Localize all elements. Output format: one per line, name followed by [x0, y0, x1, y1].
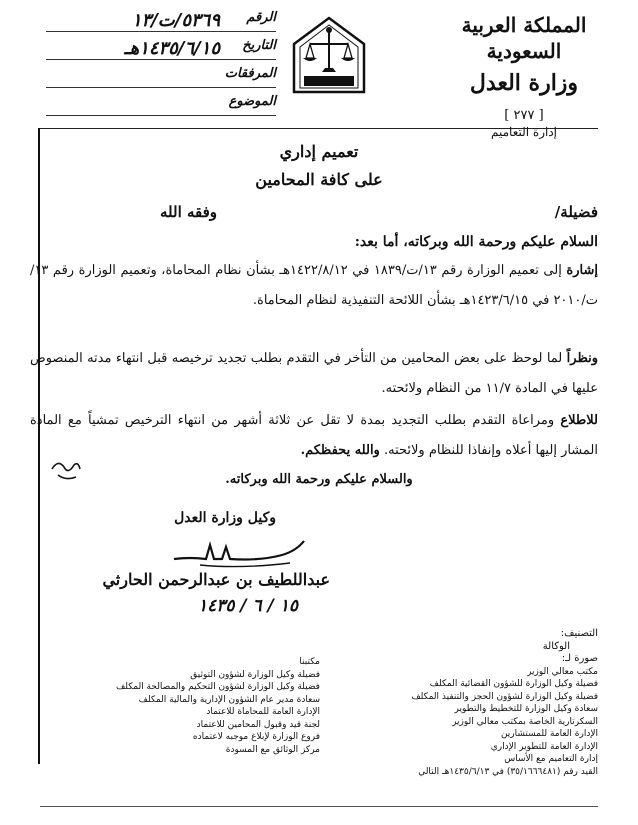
handwritten-date: ١٥ / ٦ / ١٤٣٥ — [197, 596, 298, 616]
list-item: سعادة مدير عام الشؤون الإدارية والمالية المكلف — [138, 694, 320, 705]
list-item: فضيلة وكيل الوزارة لشؤون التحكيم والمصالحة المكلف — [115, 682, 320, 692]
list-item: فضيلة وكيل الوزارة لشؤون التوثيق — [190, 669, 320, 680]
paragraph-text: إلى تعميم الوزارة رقم ١٣/ت/١٨٣٩ في ١٤٢٢/٨/١٢هـ بشأن نظام المحاماة، وتعميم الوزارة رقم ١٣/ت/٢٠١٠ في ١٤٢٣/٦/١٥هـ بشأن اللائحة التنفيذية لنظام المحاماة. — [30, 263, 598, 308]
ministry-emblem-icon — [288, 14, 370, 94]
subject-label: الموضوع — [228, 94, 276, 109]
subject-row — [46, 94, 276, 116]
kingdom-name: المملكة العربية السعودية — [461, 13, 587, 63]
attachments-label: المرفقات — [224, 66, 276, 81]
reference-fields — [46, 6, 276, 116]
date-label: التاريخ — [242, 38, 276, 53]
letterhead — [424, 12, 624, 139]
blessing: وفقه الله — [160, 203, 218, 221]
list-item: فروع الوزارة لإبلاغ موجبه لاعتماده — [192, 732, 320, 742]
list-item: مركز الوثائق مع المسودة — [225, 744, 320, 755]
list-item: الإدارة العامة للمحاماة للاعتماد — [206, 707, 320, 717]
paragraph-reference — [30, 256, 598, 316]
number-value: ٥٣٦٩/ت/١٣ — [131, 10, 220, 31]
attachments-row — [46, 66, 276, 88]
list-item: القيد رقم (٣٥/١٦٦٦٤٨١) في ١٤٣٥/٦/١٣هـ التالي — [418, 766, 598, 777]
number-label: الرقم — [246, 10, 276, 25]
classification-value: الوكالة — [542, 640, 570, 652]
list-item: لجنة قيد وقبول المحامين للاعتماد — [196, 719, 320, 730]
classification — [338, 628, 598, 641]
document-subtitle: على كافة المحامين — [255, 170, 383, 189]
paragraph-lead: إشارة — [566, 263, 598, 278]
list-item: الإدارة العامة للمستشارين — [500, 729, 598, 739]
address-line: فضيلة/ — [554, 203, 598, 221]
distribution-list-secondary — [60, 656, 320, 756]
document-title: تعميم إداري — [279, 142, 359, 161]
date-row — [46, 38, 276, 60]
header-divider — [40, 128, 598, 129]
greeting: السلام عليكم ورحمة الله وبركاته، أما بعد: — [354, 234, 598, 250]
ministry-name: وزارة العدل — [469, 70, 579, 96]
list-item: فضيلة وكيل الوزارة لشؤون الحجز والتنفيذ المكلف — [411, 691, 598, 702]
paragraph-lead: ونظراً — [566, 351, 599, 366]
list-item: سعادة وكيل الوزارة للتخطيط والتطوير — [454, 704, 598, 714]
copies-label: صورة لـ: — [561, 653, 598, 664]
paragraph-lead: للاطلاع — [560, 413, 598, 428]
number-row — [46, 10, 276, 32]
list-item: الإدارة العامة للتطوير الإداري — [490, 741, 598, 752]
list-item: مكتب معالي الوزير — [527, 666, 598, 677]
circular-number: [ ٢٧٧ ] — [504, 108, 544, 123]
list-item: مكتبنا — [299, 657, 320, 667]
list-item: السكرتارية الخاصة بمكتب معالي الوزير — [452, 716, 598, 727]
paragraph-observation — [30, 344, 598, 404]
paragraph-text: ومراعاة التقدم بطلب التجديد بمدة لا تقل عن ثلاثة أشهر من انتهاء الترخيص تمشياً مع المادة المشار إليها أعلاه وإنفاذا للنظام ولائحته. — [30, 413, 598, 458]
handwritten-signature-icon — [170, 535, 310, 571]
footer-divider — [40, 806, 598, 807]
list-item: فضيلة وكيل الوزارة للشؤون القضائية المكلف — [429, 679, 598, 689]
paragraph-text: لما لوحظ على بعض المحامين من التأخر في التقدم بطلب تجديد ترخيصه قبل انتهاء مدته المنصوص عليها في المادة ١١/٧ من النظام ولائحته. — [30, 351, 598, 396]
department-name: إدارة التعاميم — [491, 125, 557, 139]
list-item: إدارة التعاميم مع الأساس — [504, 754, 598, 764]
signatory-title: وكيل وزارة العدل — [174, 510, 276, 526]
closing-line: والسلام عليكم ورحمة الله وبركاته. — [225, 472, 413, 487]
date-value: ١٤٣٥/٦/١٥هـ — [124, 38, 220, 59]
paragraph-end: والله يحفظكم. — [300, 443, 380, 458]
paragraph-instruction — [30, 406, 598, 466]
signer-name: عبداللطيف بن عبدالرحمن الحارثي — [102, 570, 330, 589]
classification-label: التصنيف: — [560, 628, 598, 639]
distribution-list-primary — [338, 628, 598, 778]
